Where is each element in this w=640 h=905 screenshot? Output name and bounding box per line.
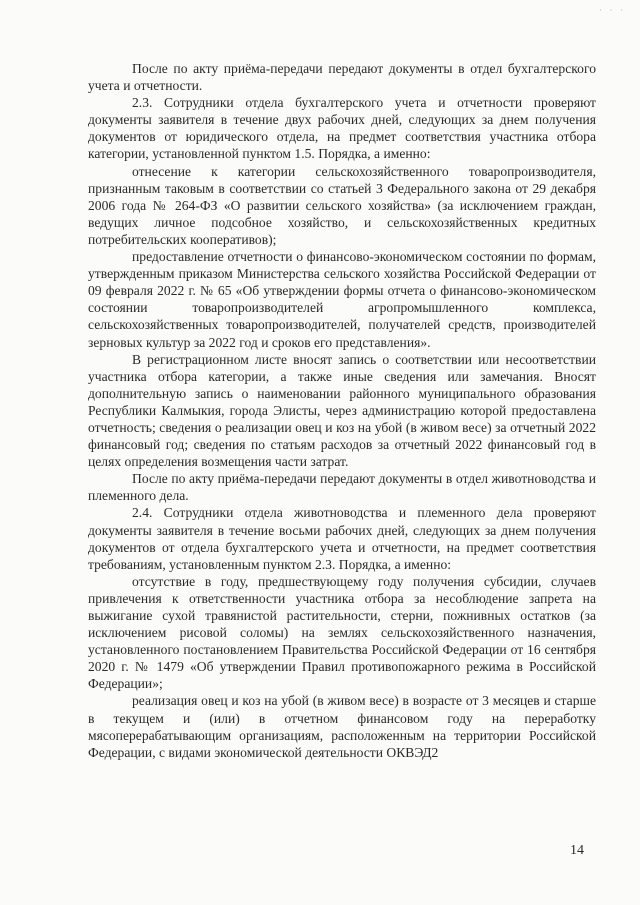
paragraph: 2.4. Сотрудники отдела животноводства и племенного дела проверяют документы заявителя в течение восьми рабочих дней, следующих за днем получения документов от отдела бухгалтерского учета и отчетности, на предмет соответствия требованиям, установленным пунктом 2.3. Порядка, а именно: [88, 505, 596, 572]
paragraph: предоставление отчетности о финансово-экономическом состоянии по формам, утвержденным приказом Министерства сельского хозяйства Российской Федерации от 09 февраля 2022 г. № 65 «Об утверждении формы отчета о финансово-экономическом состоянии товаропроизводителей агропромышленного комплекса, сельскохозяйственных товаропроизводителей, получателей средств, производителей зерновых культур за 2022 год и сроков его представления». [88, 249, 596, 350]
paragraph: В регистрационном листе вносят запись о соответствии или несоответствии участника отбора категории, а также иные сведения или замечания. Вносят дополнительную запись о наименовании районного муниципального образования Республики Калмыкия, города Элисты, через администрацию которой предоставлена отчетность; сведения о реализации овец и коз на убой (в живом весе) за отчетный 2022 финансовый год; сведения по статьям расходов за отчетный 2022 финансовый год в целях определения возмещения части затрат. [88, 351, 596, 470]
paragraph: реализация овец и коз на убой (в живом весе) в возрасте от 3 месяцев и старше в текущем и (или) в отчетном финансовом году на переработку мясоперерабатывающим организациям, расположенным на территории Российской Федерации, с видами экономической деятельности ОКВЭД2 [88, 693, 596, 760]
paragraph: 2.3. Сотрудники отдела бухгалтерского учета и отчетности проверяют документы заявителя в течение двух рабочих дней, следующих за днем получения документов от юридического отдела, на предмет соответствия участника отбора категории, установленной пунктом 1.5. Порядка, а именно: [88, 95, 596, 162]
document-body [88, 60, 596, 761]
paragraph: отсутствие в году, предшествующему году получения субсидии, случаев привлечения к ответственности участника отбора за несоблюдение запрета на выжигание сухой травянистой растительности, стерни, пожнивных остатков (за исключением рисовой соломы) на землях сельскохозяйственного назначения, установленного постановлением Правительства Российской Федерации от 16 сентября 2020 г. № 1479 «Об утверждении Правил противопожарного режима в Российской Федерации»; [88, 573, 596, 692]
scan-mark: · · · [599, 6, 626, 15]
paragraph: После по акту приёма-передачи передают документы в отдел бухгалтерского учета и отчетности. [88, 61, 596, 94]
paragraph: отнесение к категории сельскохозяйственного товаропроизводителя, признанным таковым в соответствии со статьей 3 Федерального закона от 29 декабря 2006 года № 264-ФЗ «О развитии сельского хозяйства» (за исключением граждан, ведущих личное подсобное хозяйство, и сельскохозяйственных кредитных потребительских кооперативов); [88, 163, 596, 247]
paragraph: После по акту приёма-передачи передают документы в отдел животноводства и племенного дела. [88, 471, 596, 504]
page-number: 14 [570, 843, 584, 858]
